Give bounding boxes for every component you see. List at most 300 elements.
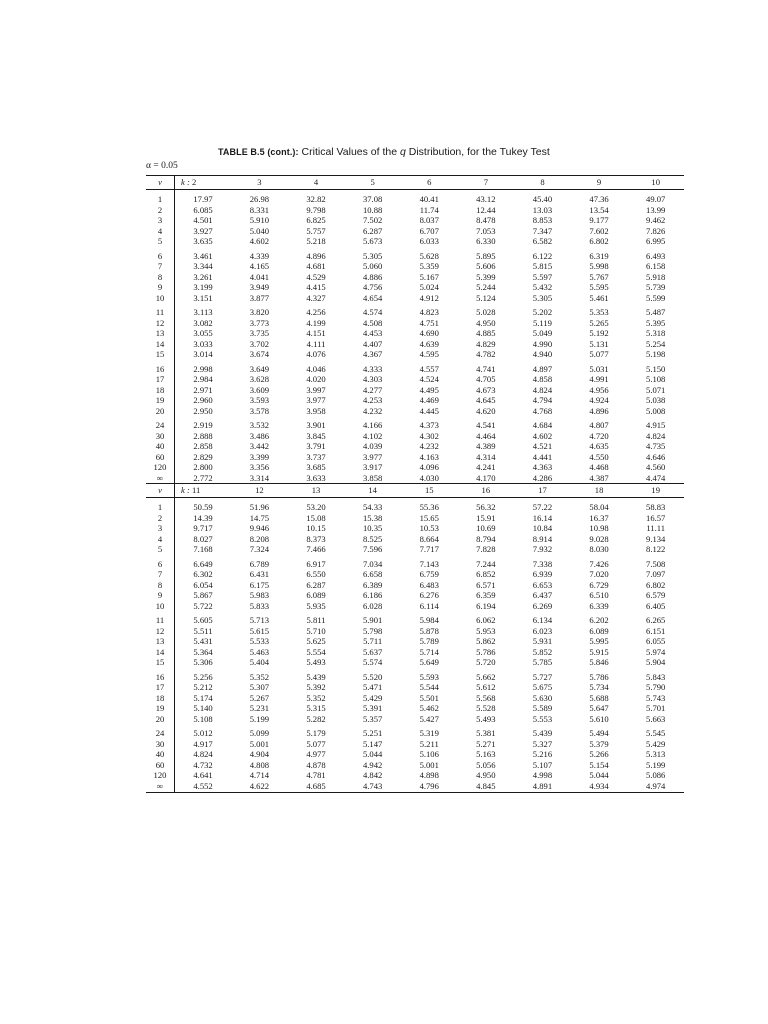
q-value-cell: 6.062 (476, 615, 496, 625)
q-value-cell: 4.732 (193, 759, 213, 770)
q-value-cell: 5.798 (362, 625, 383, 636)
q-value-cell: 40.41 (419, 194, 439, 204)
q-value-cell: 4.373 (419, 420, 439, 430)
q-value-cell: 6.085 (193, 204, 213, 215)
q-value-cell: 5.995 (589, 636, 609, 646)
q-value-cell: 4.991 (589, 374, 609, 384)
q-value-cell: 3.649 (249, 363, 270, 374)
nu-cell: 4 (146, 534, 175, 545)
q-value-cell: 4.552 (175, 781, 232, 793)
q-value-cell: 5.131 (589, 338, 609, 349)
q-value-cell: 5.404 (249, 657, 270, 667)
q-value-cell: 3.532 (249, 420, 270, 430)
q-value-cell: 6.939 (532, 569, 553, 579)
q-value-cell: 3.901 (306, 420, 326, 430)
q-value-cell: 3.033 (193, 338, 213, 349)
q-value-cell: 5.307 (249, 682, 270, 692)
nu-cell: 7 (146, 261, 175, 272)
q-value-cell: 4.102 (362, 430, 383, 441)
nu-cell: 13 (146, 328, 175, 339)
q-value-cell: 4.886 (362, 271, 383, 282)
nu-cell: 120 (146, 770, 175, 781)
q-value-cell: 4.654 (362, 292, 383, 303)
q-value-cell: 5.786 (476, 646, 496, 657)
q-value-cell: 4.560 (646, 462, 666, 472)
q-value-cell: 4.781 (306, 770, 326, 780)
k-prefix: k : (181, 485, 192, 496)
table-row (146, 190, 684, 205)
q-value-cell: 8.122 (646, 544, 666, 554)
q-value-cell: 6.431 (249, 569, 270, 579)
q-value-cell: 6.802 (589, 236, 609, 246)
q-value-cell: 8.030 (589, 544, 609, 554)
q-value-cell: 4.741 (476, 363, 496, 374)
q-value-cell: 6.033 (419, 236, 439, 246)
q-value-cell: 5.553 (532, 713, 553, 724)
q-value-cell: 6.405 (646, 600, 666, 611)
q-value-cell: 10.35 (362, 523, 383, 533)
q-value-cell: 5.199 (249, 713, 270, 724)
q-value-cell: 5.815 (532, 261, 553, 271)
q-value-cell: 4.256 (306, 307, 326, 317)
q-value-cell: 3.977 (306, 395, 326, 405)
q-value-cell: 5.625 (306, 636, 326, 646)
q-value-cell: 5.493 (306, 657, 326, 667)
q-value-cell: 4.286 (532, 472, 553, 483)
nu-header: ν (146, 484, 175, 498)
q-value-cell: 4.333 (362, 363, 383, 374)
table-row (146, 781, 684, 793)
q-value-cell: 4.751 (419, 317, 439, 328)
nu-cell: 19 (146, 395, 175, 406)
q-value-cell: 17.97 (193, 194, 213, 204)
q-value-cell: 2.984 (193, 374, 213, 384)
q-value-cell: 4.550 (589, 451, 609, 462)
q-value-cell: 6.571 (476, 579, 496, 590)
q-value-cell: 3.997 (306, 384, 326, 395)
q-value-cell: 4.824 (193, 749, 213, 759)
q-value-cell: 5.910 (249, 215, 270, 225)
q-value-cell: 2.858 (193, 441, 213, 451)
q-value-cell: 5.251 (362, 728, 383, 738)
q-value-cell: 9.798 (306, 204, 326, 215)
q-value-cell: 53.20 (306, 502, 326, 512)
q-value-cell: 5.743 (646, 692, 666, 703)
q-value-cell: 5.313 (646, 749, 666, 759)
q-value-cell: 5.568 (476, 692, 496, 703)
q-value-cell: 6.287 (362, 225, 383, 236)
q-value-cell: 5.545 (646, 728, 666, 738)
q-value-cell: 5.392 (306, 682, 326, 692)
nu-cell: 30 (146, 431, 175, 442)
q-value-cell: 5.174 (193, 692, 213, 703)
q-value-cell: 4.915 (646, 420, 666, 430)
q-value-cell: 4.232 (419, 441, 439, 451)
q-value-cell: 9.177 (589, 215, 609, 225)
q-value-cell: 8.794 (476, 533, 496, 544)
q-value-cell: 4.685 (288, 781, 345, 793)
q-value-cell: 4.956 (589, 384, 609, 395)
q-value-cell: 4.622 (231, 781, 288, 793)
q-value-cell: 3.593 (249, 395, 270, 405)
q-value-cell: 5.533 (249, 636, 270, 646)
q-value-cell: 5.282 (306, 713, 326, 724)
table-row (146, 431, 684, 442)
q-value-cell: 5.713 (249, 615, 270, 625)
q-value-cell: 5.785 (532, 657, 553, 667)
q-value-cell: 5.935 (306, 600, 326, 611)
k-header-cell: 18 (571, 484, 628, 498)
q-value-cell: 45.40 (532, 194, 553, 204)
q-value-cell: 4.998 (532, 770, 553, 780)
q-value-cell: 5.931 (532, 636, 553, 646)
q-value-cell: 5.862 (476, 636, 496, 646)
nu-cell: 60 (146, 760, 175, 771)
table-row (146, 569, 684, 580)
q-value-cell: 6.089 (306, 590, 326, 600)
q-value-cell: 4.474 (646, 472, 666, 483)
q-value-cell: 2.888 (193, 430, 213, 441)
table-row (146, 236, 684, 247)
nu-cell: 9 (146, 282, 175, 293)
q-value-cell: 4.041 (249, 271, 270, 282)
q-value-cell: 5.256 (193, 671, 213, 682)
q-value-cell: 7.717 (419, 544, 439, 554)
q-value-cell: 4.940 (532, 349, 553, 359)
q-value-cell: 4.367 (362, 349, 383, 359)
q-value-cell: 5.628 (419, 250, 439, 261)
q-value-cell: 6.852 (476, 569, 496, 579)
q-value-cell: 5.739 (646, 282, 666, 292)
q-value-cell: 5.439 (532, 728, 553, 738)
q-value-cell: 5.359 (419, 261, 439, 271)
q-value-cell: 4.912 (419, 292, 439, 303)
q-value-cell: 6.151 (646, 625, 666, 636)
q-value-cell: 5.673 (362, 236, 383, 246)
table-row (146, 441, 684, 452)
q-value-cell: 5.511 (193, 625, 213, 636)
q-value-cell: 5.720 (476, 657, 496, 667)
q-value-cell: 4.620 (476, 405, 496, 416)
q-value-cell: 5.878 (419, 625, 439, 636)
q-value-cell: 5.254 (646, 338, 666, 349)
q-symbol: q (399, 146, 406, 158)
q-value-cell: 4.096 (419, 462, 439, 472)
q-value-cell: 5.918 (646, 271, 666, 282)
q-value-cell: 4.681 (306, 261, 326, 271)
q-value-cell: 6.649 (193, 558, 213, 569)
q-value-cell: 7.828 (476, 544, 496, 554)
table-row (146, 714, 684, 725)
q-value-cell: 9.946 (249, 523, 270, 533)
q-value-cell: 6.287 (306, 579, 326, 590)
q-value-cell: 43.12 (476, 194, 496, 204)
table-row (146, 318, 684, 329)
q-value-cell: 4.646 (646, 451, 666, 462)
table-title-part: Distribution, for the Tukey Test (408, 146, 550, 158)
q-value-cell: 4.898 (419, 770, 439, 780)
q-value-cell: 3.877 (249, 292, 270, 303)
q-value-cell: 3.399 (249, 451, 270, 462)
q-value-cell: 5.024 (419, 282, 439, 292)
q-value-cell: 5.722 (193, 600, 213, 611)
q-value-cell: 15.08 (306, 512, 326, 523)
q-value-cell: 5.471 (362, 682, 383, 692)
q-value-cell: 4.829 (476, 338, 496, 349)
q-value-cell: 6.339 (589, 600, 609, 611)
q-value-cell: 4.232 (362, 405, 383, 416)
q-value-cell: 4.529 (306, 271, 326, 282)
q-value-cell: 7.596 (362, 544, 383, 554)
table-row (146, 261, 684, 272)
q-value-cell: 5.086 (646, 770, 666, 780)
q-value-cell: 6.276 (419, 590, 439, 600)
q-value-cell: 6.158 (646, 261, 666, 271)
q-value-cell: 4.641 (193, 770, 213, 780)
nu-cell: 2 (146, 205, 175, 216)
table-row (146, 272, 684, 283)
table-label: TABLE B.5 (cont.): (218, 147, 299, 157)
table-row (146, 760, 684, 771)
q-value-cell: 10.15 (306, 523, 326, 533)
q-value-cell: 5.429 (646, 738, 666, 749)
q-value-cell: 4.253 (362, 395, 383, 405)
q-value-cell: 2.772 (193, 472, 213, 483)
q-value-cell: 4.508 (362, 317, 383, 328)
q-value-cell: 6.483 (419, 579, 439, 590)
q-value-cell: 3.685 (306, 462, 326, 472)
q-value-cell: 5.150 (646, 363, 666, 374)
q-value-cell: 3.628 (249, 374, 270, 384)
q-value-cell: 5.606 (476, 261, 496, 271)
q-value-cell: 4.602 (249, 236, 270, 246)
q-value-cell: 4.845 (458, 781, 515, 793)
q-value-cell: 5.462 (419, 703, 439, 713)
q-value-cell: 5.915 (589, 646, 609, 657)
k-value: 2 (191, 177, 197, 188)
table-row (146, 226, 684, 237)
q-value-cell: 6.186 (362, 590, 383, 600)
q-value-cell: 7.466 (306, 544, 326, 554)
q-value-cell: 5.192 (589, 328, 609, 338)
q-value-cell: 5.352 (249, 671, 270, 682)
k-header-cell: 5 (344, 176, 401, 190)
nu-cell: 18 (146, 693, 175, 704)
q-value-cell: 2.971 (193, 384, 213, 395)
k-prefix: k : (181, 177, 192, 188)
q-value-cell: 5.391 (362, 703, 383, 713)
table-row (146, 513, 684, 524)
q-value-cell: 3.344 (193, 261, 213, 271)
q-value-cell: 5.615 (249, 625, 270, 636)
q-value-cell: 6.175 (249, 579, 270, 590)
k-header-cell: 4 (288, 176, 345, 190)
q-value-cell: 5.211 (419, 738, 439, 749)
k-header-cell: 16 (458, 484, 515, 498)
q-value-cell: 15.65 (419, 512, 439, 523)
q-value-cell: 47.36 (589, 194, 609, 204)
q-value-cell: 4.768 (532, 405, 553, 416)
q-value-cell: 5.119 (532, 317, 552, 328)
k-header-cell: 17 (514, 484, 571, 498)
q-value-cell: 5.271 (476, 738, 496, 749)
q-value-cell: 6.269 (532, 600, 553, 611)
q-value-cell: 2.960 (193, 395, 213, 405)
table-row (146, 534, 684, 545)
q-value-cell: 10.88 (362, 204, 383, 215)
q-value-cell: 15.38 (362, 512, 383, 523)
q-value-cell: 4.453 (362, 328, 383, 338)
q-value-cell: 4.166 (362, 420, 383, 430)
table-row (146, 724, 684, 739)
q-value-cell: 5.199 (646, 759, 666, 770)
q-value-cell: 4.469 (419, 395, 439, 405)
q-value-cell: 5.727 (532, 671, 553, 682)
q-value-cell: 5.267 (249, 692, 270, 703)
nu-cell: 5 (146, 236, 175, 247)
q-value-cell: 6.707 (419, 225, 439, 236)
q-value-cell: 5.305 (362, 250, 383, 261)
q-value-cell: 7.053 (476, 225, 496, 236)
q-value-cell: 5.612 (476, 682, 496, 692)
q-value-cell: 5.001 (419, 759, 439, 770)
nu-cell: 16 (146, 360, 175, 375)
q-value-cell: 6.302 (193, 569, 213, 579)
q-value-cell: 4.934 (571, 781, 628, 793)
q-value-cell: 5.044 (362, 749, 383, 759)
table-row (146, 215, 684, 226)
q-value-cell: 51.96 (249, 502, 270, 512)
table-row (146, 657, 684, 668)
nu-cell: 11 (146, 303, 175, 318)
q-value-cell: 6.114 (419, 600, 439, 611)
k-header-cell: 19 (627, 484, 684, 498)
q-value-cell: 3.014 (193, 349, 213, 359)
nu-cell: 2 (146, 513, 175, 524)
q-value-cell: 4.111 (306, 338, 326, 349)
q-value-cell: 3.977 (362, 451, 383, 462)
q-value-cell: 5.463 (249, 646, 270, 657)
nu-cell: 11 (146, 611, 175, 626)
table-row (146, 360, 684, 375)
q-value-cell: 5.630 (532, 692, 553, 703)
nu-cell: 40 (146, 749, 175, 760)
q-value-cell: 7.502 (362, 215, 383, 225)
q-value-cell: 16.37 (589, 512, 609, 523)
q-value-cell: 4.030 (419, 472, 439, 483)
nu-cell: 24 (146, 416, 175, 431)
q-value-cell: 4.039 (362, 441, 383, 451)
q-value-cell: 5.212 (193, 682, 213, 692)
q-value-cell: 4.794 (532, 395, 553, 405)
nu-cell: 9 (146, 590, 175, 601)
q-value-cell: 4.950 (476, 770, 496, 780)
q-value-cell: 4.974 (627, 781, 684, 793)
nu-cell: 10 (146, 601, 175, 612)
table-row (146, 339, 684, 350)
q-value-cell: 3.082 (193, 317, 213, 328)
q-value-cell: 8.664 (419, 533, 439, 544)
q-value-cell: 9.028 (589, 533, 609, 544)
q-value-cell: 15.91 (476, 512, 496, 523)
k-header-cell: 8 (514, 176, 571, 190)
q-value-cell: 5.012 (193, 728, 213, 738)
q-value-cell: 4.407 (362, 338, 383, 349)
q-value-cell: 4.468 (589, 462, 609, 472)
q-value-cell: 4.387 (589, 472, 609, 483)
nu-cell: 12 (146, 318, 175, 329)
q-value-cell: 5.431 (193, 636, 213, 646)
q-value-cell: 4.076 (306, 349, 326, 359)
q-value-cell: 5.305 (532, 292, 553, 303)
nu-cell: 5 (146, 544, 175, 555)
q-value-cell: 5.688 (589, 692, 609, 703)
nu-cell: 18 (146, 385, 175, 396)
critical-values-table (146, 175, 684, 793)
q-value-cell: 5.811 (306, 615, 326, 625)
q-value-cell: 5.757 (306, 225, 326, 236)
nu-cell: 24 (146, 724, 175, 739)
q-value-cell: 9.717 (193, 523, 213, 533)
q-value-cell: 5.663 (646, 713, 666, 724)
q-value-cell: 5.593 (419, 671, 439, 682)
nu-cell: 1 (146, 190, 175, 205)
q-value-cell: 4.303 (362, 374, 383, 384)
q-value-cell: 16.57 (646, 512, 666, 523)
k-header-cell: 13 (288, 484, 345, 498)
q-value-cell: 5.315 (306, 703, 326, 713)
q-value-cell: 8.525 (362, 533, 383, 544)
q-value-cell: 4.891 (514, 781, 571, 793)
q-value-cell: 6.319 (589, 250, 609, 261)
q-value-cell: 5.357 (362, 713, 383, 724)
table-row (146, 544, 684, 555)
q-value-cell: 8.037 (419, 215, 439, 225)
q-value-cell: 5.904 (646, 657, 666, 667)
q-value-cell: 5.099 (249, 728, 270, 738)
q-value-cell: 5.319 (419, 728, 439, 738)
q-value-cell: 4.924 (589, 395, 609, 405)
k-header-cell: 12 (231, 484, 288, 498)
q-value-cell: 4.824 (532, 384, 553, 395)
q-value-cell: 4.524 (419, 374, 439, 384)
table-row (146, 293, 684, 304)
q-value-cell: 5.599 (646, 292, 666, 303)
q-value-cell: 6.917 (306, 558, 326, 569)
q-value-cell: 6.330 (476, 236, 496, 246)
q-value-cell: 6.789 (249, 558, 270, 569)
nu-cell: 20 (146, 714, 175, 725)
q-value-cell: 11.74 (419, 204, 439, 215)
q-value-cell: 5.767 (589, 271, 609, 282)
q-value-cell: 8.914 (532, 533, 553, 544)
q-value-cell: 5.154 (589, 759, 609, 770)
q-value-cell: 3.635 (193, 236, 213, 246)
nu-cell: 30 (146, 739, 175, 750)
q-value-cell: 3.949 (249, 282, 270, 292)
nu-header: ν (146, 176, 175, 190)
q-value-cell: 5.789 (419, 636, 439, 646)
nu-cell: 3 (146, 523, 175, 534)
q-value-cell: 6.729 (589, 579, 609, 590)
q-value-cell: 4.163 (419, 451, 439, 462)
q-value-cell: 13.99 (646, 204, 666, 215)
q-value-cell: 4.521 (532, 441, 553, 451)
q-value-cell: 3.917 (362, 462, 383, 472)
q-value-cell: 5.147 (362, 738, 383, 749)
q-value-cell: 5.595 (589, 282, 609, 292)
q-value-cell: 5.574 (362, 657, 383, 667)
